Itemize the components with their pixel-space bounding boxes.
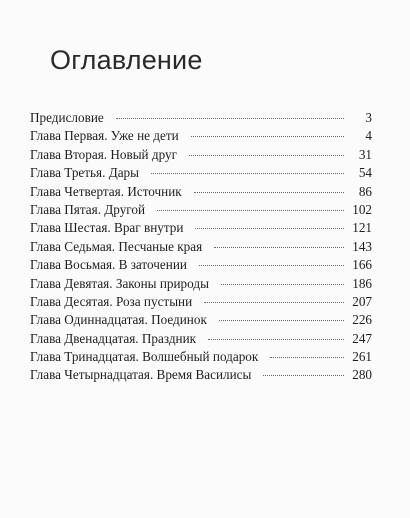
dot-leader xyxy=(116,118,344,119)
dot-leader xyxy=(214,247,344,248)
toc-entry xyxy=(30,146,372,164)
toc-entry-title: Глава Десятая. Роза пустыни xyxy=(30,293,193,309)
toc-entry-title: Глава Шестая. Враг внутри xyxy=(30,220,184,236)
toc-entry xyxy=(30,293,372,311)
dot-leader xyxy=(195,228,344,229)
toc-entry xyxy=(30,201,372,219)
toc-entry-title: Глава Девятая. Законы природы xyxy=(30,275,209,291)
dot-leader xyxy=(157,210,344,211)
toc-entry xyxy=(30,164,372,182)
toc-entry-title: Глава Пятая. Другой xyxy=(30,201,146,217)
toc-entry-page: 86 xyxy=(358,183,372,199)
toc-entry-title: Глава Тринадцатая. Волшебный подарок xyxy=(30,349,259,365)
toc-entry-page: 186 xyxy=(352,275,372,291)
dot-leader xyxy=(208,339,344,340)
toc-entry-page: 261 xyxy=(352,349,372,365)
toc-entry-title: Глава Первая. Уже не дети xyxy=(30,128,179,144)
toc-entry xyxy=(30,330,372,348)
toc-entry xyxy=(30,219,372,237)
toc-entry-title: Глава Двенадцатая. Праздник xyxy=(30,330,197,346)
toc-entry xyxy=(30,127,372,145)
toc-entry-page: 121 xyxy=(352,220,372,236)
dot-leader xyxy=(270,357,344,358)
toc-entry-page: 4 xyxy=(365,128,372,144)
dot-leader xyxy=(194,192,344,193)
toc-entry-title: Глава Четвертая. Источник xyxy=(30,183,182,199)
toc-entry-title: Глава Седьмая. Песчаные края xyxy=(30,238,203,254)
dot-leader xyxy=(189,155,344,156)
dot-leader xyxy=(204,302,344,303)
toc-entry-title: Глава Вторая. Новый друг xyxy=(30,146,178,162)
dot-leader xyxy=(191,136,344,137)
dot-leader xyxy=(221,284,344,285)
toc-entry-page: 280 xyxy=(352,367,372,383)
toc-entry-title: Предисловие xyxy=(30,110,104,125)
dot-leader xyxy=(199,265,344,266)
toc-entry-page: 31 xyxy=(358,146,372,162)
toc-entry-page: 207 xyxy=(352,293,372,309)
dot-leader xyxy=(263,375,344,376)
toc-entry-title: Глава Третья. Дары xyxy=(30,165,140,181)
table-of-contents xyxy=(30,109,372,385)
dot-leader xyxy=(219,320,344,321)
toc-entry-page: 143 xyxy=(352,238,372,254)
toc-entry-page: 54 xyxy=(358,165,372,181)
toc-entry xyxy=(30,311,372,329)
toc-entry-title: Глава Одиннадцатая. Поединок xyxy=(30,312,207,328)
toc-entry-page: 3 xyxy=(365,110,372,125)
toc-entry-page: 102 xyxy=(352,201,372,217)
toc-entry-page: 166 xyxy=(352,257,372,273)
toc-entry xyxy=(30,109,372,127)
toc-entry-page: 247 xyxy=(352,330,372,346)
toc-entry xyxy=(30,366,372,384)
toc-entry xyxy=(30,256,372,274)
page-title: Оглавление xyxy=(50,45,203,75)
toc-entry xyxy=(30,348,372,366)
dot-leader xyxy=(151,173,344,174)
toc-entry-title: Глава Четырнадцатая. Время Василисы xyxy=(30,367,252,383)
toc-entry-title: Глава Восьмая. В заточении xyxy=(30,257,187,273)
toc-entry xyxy=(30,183,372,201)
toc-entry xyxy=(30,275,372,293)
toc-entry-page: 226 xyxy=(352,312,372,328)
toc-entry xyxy=(30,238,372,256)
